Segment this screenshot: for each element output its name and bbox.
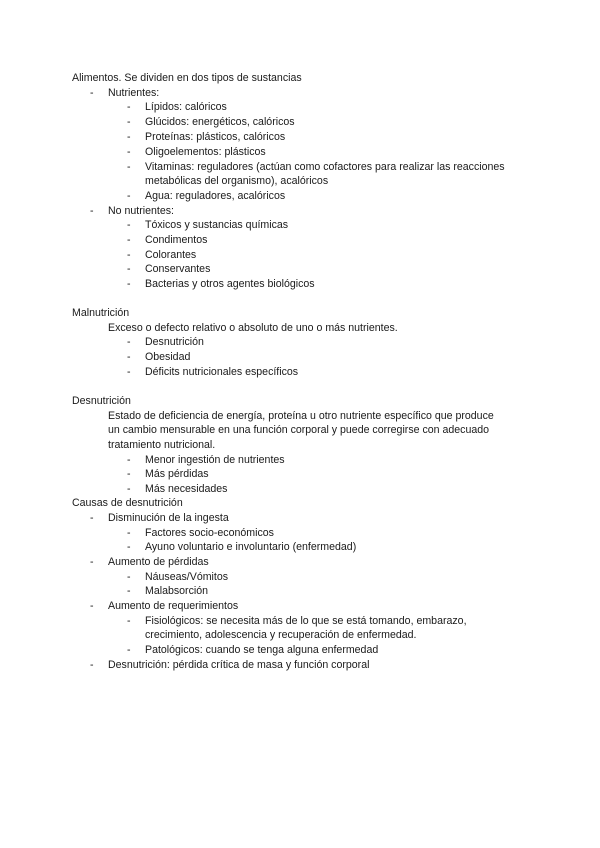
bullet-dash: - xyxy=(127,249,131,261)
desnutricion-heading: Desnutrición xyxy=(72,395,131,407)
bullet-dash: - xyxy=(90,512,94,524)
bullet-dash: - xyxy=(127,234,131,246)
list-item: Más necesidades xyxy=(145,483,228,495)
bullet-dash: - xyxy=(127,571,131,583)
list-item: Menor ingestión de nutrientes xyxy=(145,454,285,466)
bullet-dash: - xyxy=(127,527,131,539)
malnutricion-definition: Exceso o defecto relativo o absoluto de uno o más nutrientes. xyxy=(108,322,398,334)
list-item: Proteínas: plásticos, calóricos xyxy=(145,131,286,143)
list-item: Patológicos: cuando se tenga alguna enfermedad xyxy=(145,644,379,656)
bullet-dash: - xyxy=(127,351,131,363)
list-item: Más pérdidas xyxy=(145,468,209,480)
list-item: Oligoelementos: plásticos xyxy=(145,146,266,158)
bullet-dash: - xyxy=(127,263,131,275)
desnutricion-critica: Desnutrición: pérdida crítica de masa y función corporal xyxy=(108,659,370,671)
no-nutrientes-label: No nutrientes: xyxy=(108,205,174,217)
list-item-continuation: crecimiento, adolescencia y recuperación de enfermedad. xyxy=(145,629,417,641)
ingesta-label: Disminución de la ingesta xyxy=(108,512,229,524)
nutrientes-label: Nutrientes: xyxy=(108,87,160,99)
perdidas-label: Aumento de pérdidas xyxy=(108,556,209,568)
list-item: Malabsorción xyxy=(145,585,209,597)
bullet-dash: - xyxy=(90,659,94,671)
list-item: Fisiológicos: se necesita más de lo que se está tomando, embarazo, xyxy=(145,615,467,627)
bullet-dash: - xyxy=(127,366,131,378)
bullet-dash: - xyxy=(127,161,131,173)
list-item: Lípidos: calóricos xyxy=(145,101,227,113)
list-item: Agua: reguladores, acalóricos xyxy=(145,190,286,202)
bullet-dash: - xyxy=(90,600,94,612)
desnutricion-definition-line: Estado de deficiencia de energía, proteína u otro nutriente específico que produce xyxy=(108,410,494,422)
alimentos-intro: Alimentos. Se dividen en dos tipos de sustancias xyxy=(72,72,302,84)
bullet-dash: - xyxy=(127,146,131,158)
requerimientos-label: Aumento de requerimientos xyxy=(108,600,239,612)
bullet-dash: - xyxy=(127,615,131,627)
list-item: Vitaminas: reguladores (actúan como cofactores para realizar las reacciones xyxy=(145,161,505,173)
bullet-dash: - xyxy=(127,585,131,597)
list-item: Déficits nutricionales específicos xyxy=(145,366,299,378)
bullet-dash: - xyxy=(127,468,131,480)
desnutricion-definition-line: tratamiento nutricional. xyxy=(108,439,216,451)
bullet-dash: - xyxy=(127,541,131,553)
bullet-dash: - xyxy=(127,336,131,348)
list-item: Ayuno voluntario e involuntario (enfermedad) xyxy=(145,541,357,553)
list-item: Condimentos xyxy=(145,234,208,246)
list-item: Desnutrición xyxy=(145,336,204,348)
list-item-continuation: metabólicas del organismo), acalóricos xyxy=(145,175,329,187)
causas-heading: Causas de desnutrición xyxy=(72,497,183,509)
bullet-dash: - xyxy=(90,205,94,217)
list-item: Náuseas/Vómitos xyxy=(145,571,229,583)
malnutricion-heading: Malnutrición xyxy=(72,307,130,319)
bullet-dash: - xyxy=(127,131,131,143)
bullet-dash: - xyxy=(127,278,131,290)
bullet-dash: - xyxy=(127,483,131,495)
bullet-dash: - xyxy=(127,190,131,202)
bullet-dash: - xyxy=(127,219,131,231)
list-item: Obesidad xyxy=(145,351,191,363)
desnutricion-definition-line: un cambio mensurable en una función corporal y puede corregirse con adecuado xyxy=(108,424,490,436)
bullet-dash: - xyxy=(127,101,131,113)
list-item: Tóxicos y sustancias químicas xyxy=(145,219,289,231)
bullet-dash: - xyxy=(127,116,131,128)
bullet-dash: - xyxy=(127,644,131,656)
bullet-dash: - xyxy=(90,556,94,568)
list-item: Factores socio-económicos xyxy=(145,527,274,539)
bullet-dash: - xyxy=(90,87,94,99)
bullet-dash: - xyxy=(127,454,131,466)
list-item: Conservantes xyxy=(145,263,211,275)
list-item: Bacterias y otros agentes biológicos xyxy=(145,278,315,290)
list-item: Colorantes xyxy=(145,249,197,261)
list-item: Glúcidos: energéticos, calóricos xyxy=(145,116,295,128)
